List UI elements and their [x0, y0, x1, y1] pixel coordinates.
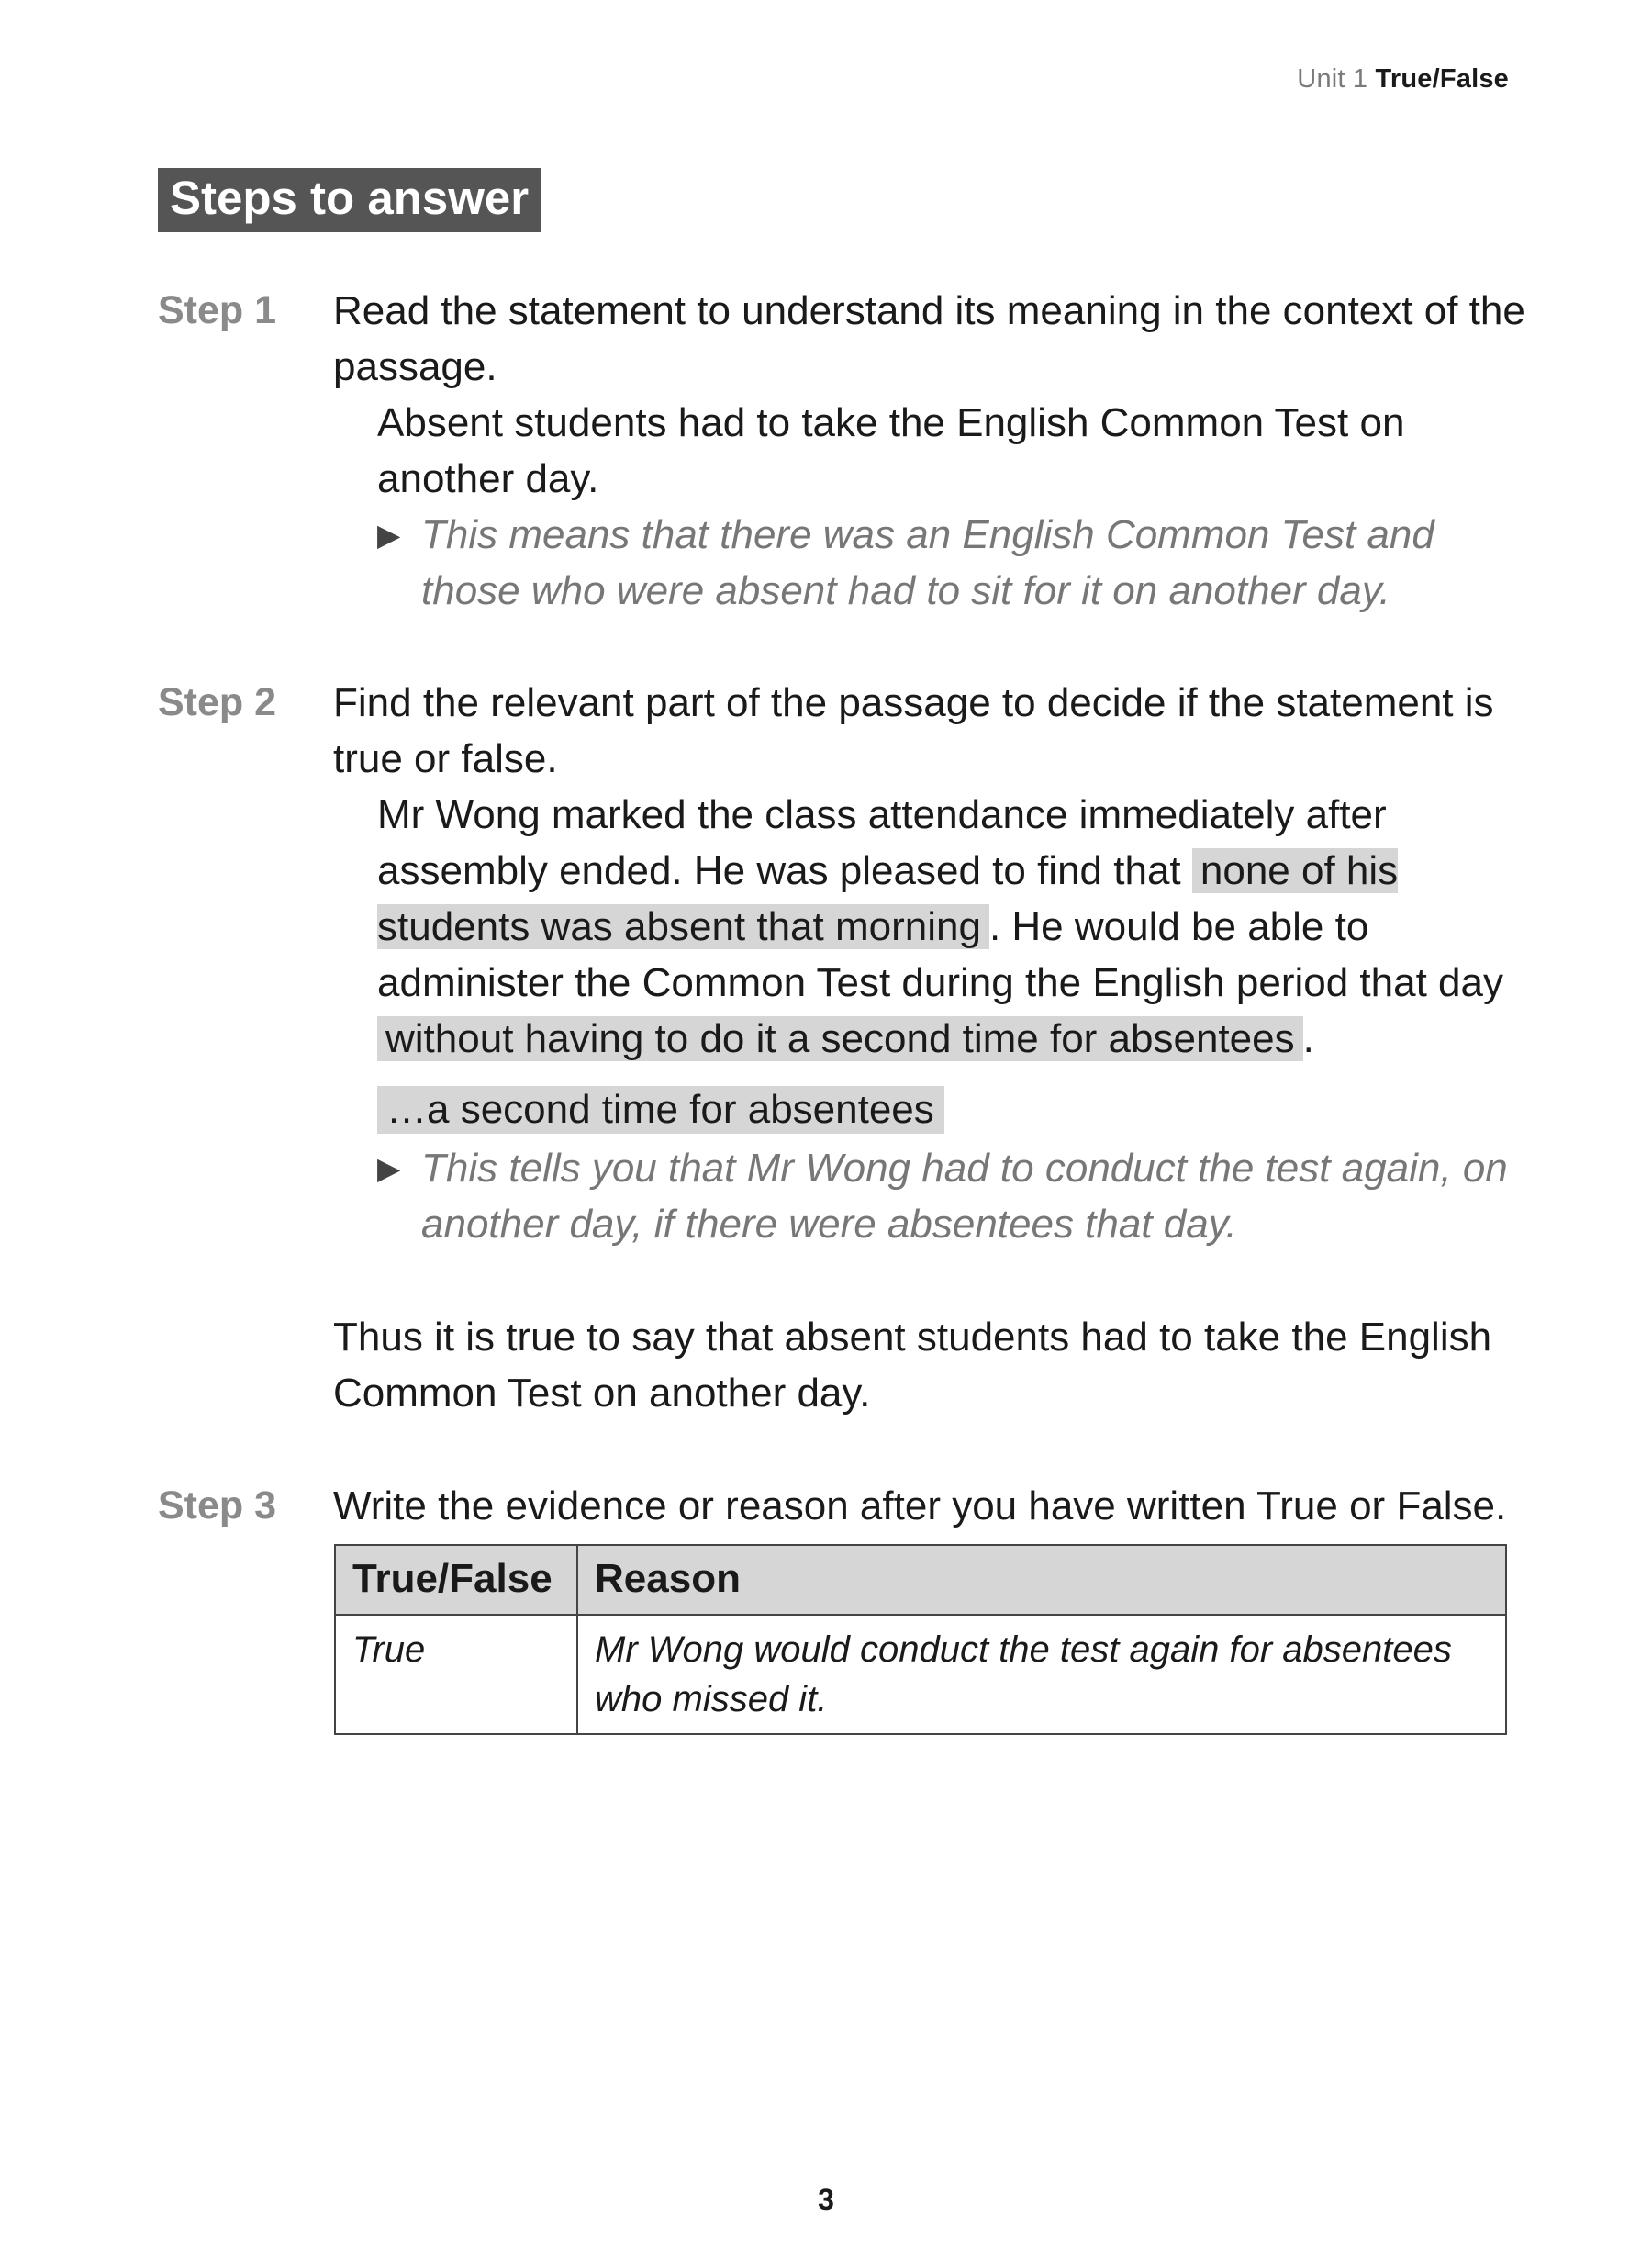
- passage-highlight: without having to do it a second time for absentees: [377, 1016, 1303, 1061]
- reason-cell: Mr Wong would conduct the test again for absentees who missed it.: [577, 1615, 1506, 1734]
- step-1-statement: Absent students had to take the English Common Test on another day.: [377, 400, 1405, 501]
- step-2-passage: [377, 787, 1506, 1067]
- section-title: Steps to answer: [158, 168, 541, 232]
- step-2-note: [377, 1140, 1524, 1252]
- step-2-instruction: Find the relevant part of the passage to decide if the statement is true or false.: [333, 680, 1494, 781]
- column-header-reason: Reason: [577, 1545, 1506, 1615]
- step-1-instruction: Read the statement to understand its meaning in the context of the passage.: [333, 288, 1525, 389]
- running-head: [1297, 64, 1509, 95]
- table-header-row: [335, 1545, 1506, 1615]
- step-3-instruction: Write the evidence or reason after you have written True or False.: [333, 1483, 1507, 1528]
- step-1-note: [377, 507, 1524, 619]
- running-head-unit: Unit 1: [1297, 64, 1368, 94]
- answer-cell: True: [335, 1615, 577, 1734]
- table-row: [335, 1615, 1506, 1734]
- answer-table: [334, 1544, 1507, 1735]
- step-1-label: Step 1: [158, 288, 277, 332]
- step-2-key-phrase: …a second time for absentees: [377, 1086, 944, 1134]
- triangle-right-icon: ▶: [377, 1151, 401, 1185]
- passage-text: . He would be able to administer the Common Test during the English period that day: [377, 904, 1503, 1005]
- step-2-label: Step 2: [158, 680, 277, 724]
- step-1-note-text: This means that there was an English Common Test and those who were absent had to sit for it on another day.: [421, 512, 1434, 613]
- step-2-note-text: This tells you that Mr Wong had to conduct the test again, on another day, if there were absentees that day.: [421, 1146, 1508, 1247]
- step-2-conclusion: Thus it is true to say that absent students had to take the English Common Test on another day.: [333, 1315, 1492, 1416]
- passage-text: .: [1302, 1016, 1314, 1061]
- passage-text: Mr Wong marked the class attendance immediately after assembly ended. He was pleased to find that: [377, 792, 1387, 893]
- running-head-topic: True/False: [1375, 64, 1509, 94]
- passage-highlight: none of his students was absent that morning: [377, 848, 1399, 949]
- page-number: 3: [818, 2183, 834, 2216]
- step-3-label: Step 3: [158, 1483, 277, 1528]
- triangle-right-icon: ▶: [377, 518, 401, 552]
- column-header-true-false: True/False: [335, 1545, 577, 1615]
